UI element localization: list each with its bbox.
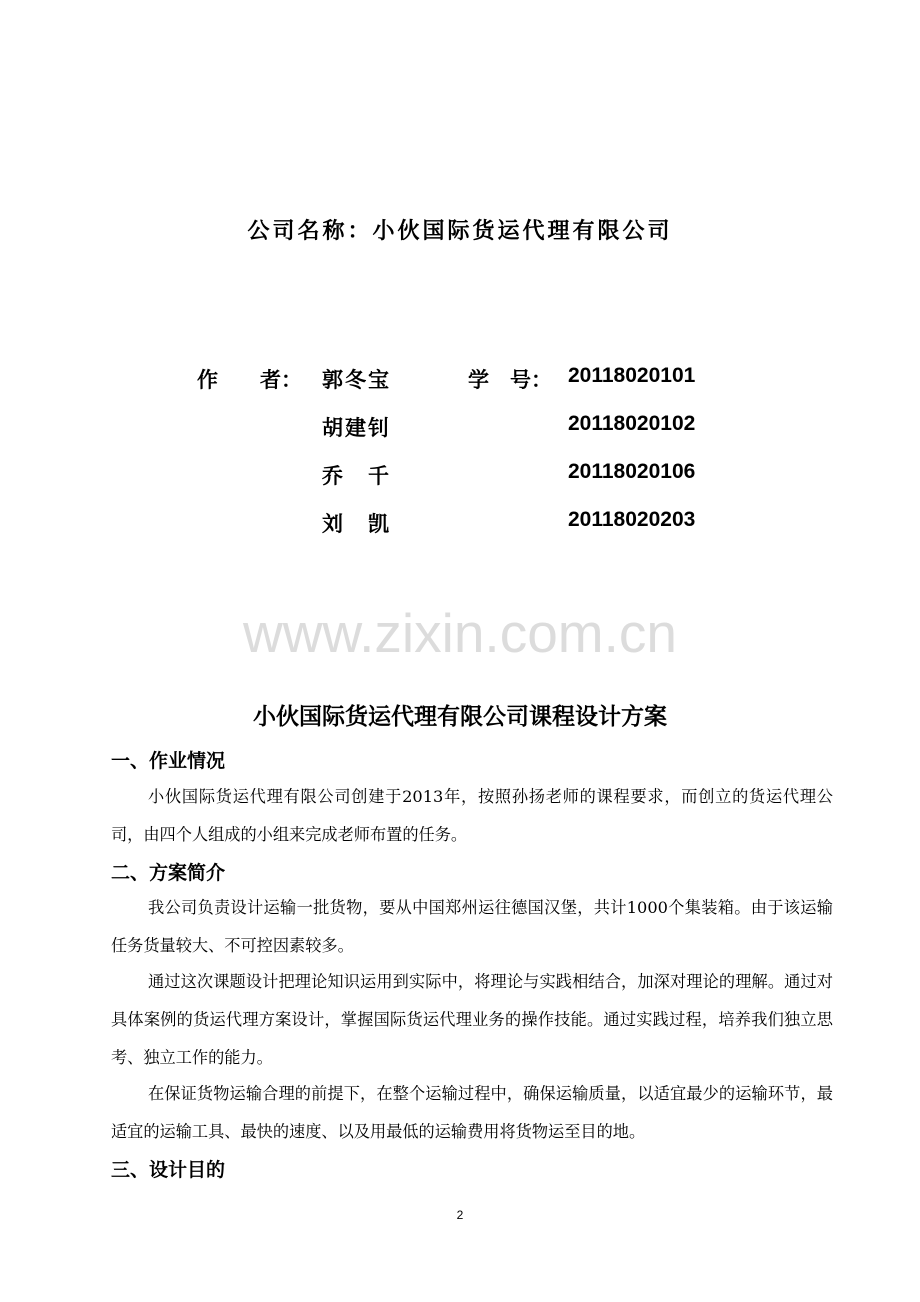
author-name: 胡建钊 [322,416,391,440]
student-id: 20118020101 [568,364,696,387]
page-number: 2 [456,1208,464,1222]
paragraph: 在保证货物运输合理的前提下，在整个运输过程中，确保运输质量，以适宜最少的运输环节，最适宜的运输工具、最快的速度、以及用最低的运输费用将货物运至目的地。 [111,1084,833,1141]
student-id: 20118020102 [568,412,696,435]
author-name: 乔 千 [322,464,391,488]
section-heading: 二、方案简介 [111,862,226,884]
student-id: 20118020106 [568,460,696,483]
section-heading: 一、作业情况 [111,750,226,772]
author-name: 郭冬宝 [322,368,391,392]
student-id: 20118020203 [568,508,696,531]
watermark: www.zixin.com.cn [243,602,677,664]
student-id-label: 学 号： [468,368,552,392]
author-row [0,412,920,442]
paragraph: 我公司负责设计运输一批货物，要从中国郑州运往德国汉堡，共计1000个集装箱。由于该运输任务货量较大、不可控因素较多。 [111,898,833,955]
author-row [0,508,920,538]
section-heading: 三、设计目的 [111,1159,226,1181]
document-title: 小伙国际货运代理有限公司课程设计方案 [253,704,667,730]
author-name: 刘 凯 [322,512,391,536]
author-row [0,460,920,490]
author-label: 作 者： [197,368,302,392]
author-row [0,364,920,394]
paragraph: 通过这次课题设计把理论知识运用到实际中，将理论与实践相结合，加深对理论的理解。通过对具体案例的货运代理方案设计，掌握国际货运代理业务的操作技能。通过实践过程，培养我们独立思考、独立工作的能力。 [111,972,833,1067]
company-name: 公司名称：小伙国际货运代理有限公司 [247,219,673,244]
paragraph: 小伙国际货运代理有限公司创建于2013年，按照孙扬老师的课程要求，而创立的货运代理公司，由四个人组成的小组来完成老师布置的任务。 [111,787,833,844]
